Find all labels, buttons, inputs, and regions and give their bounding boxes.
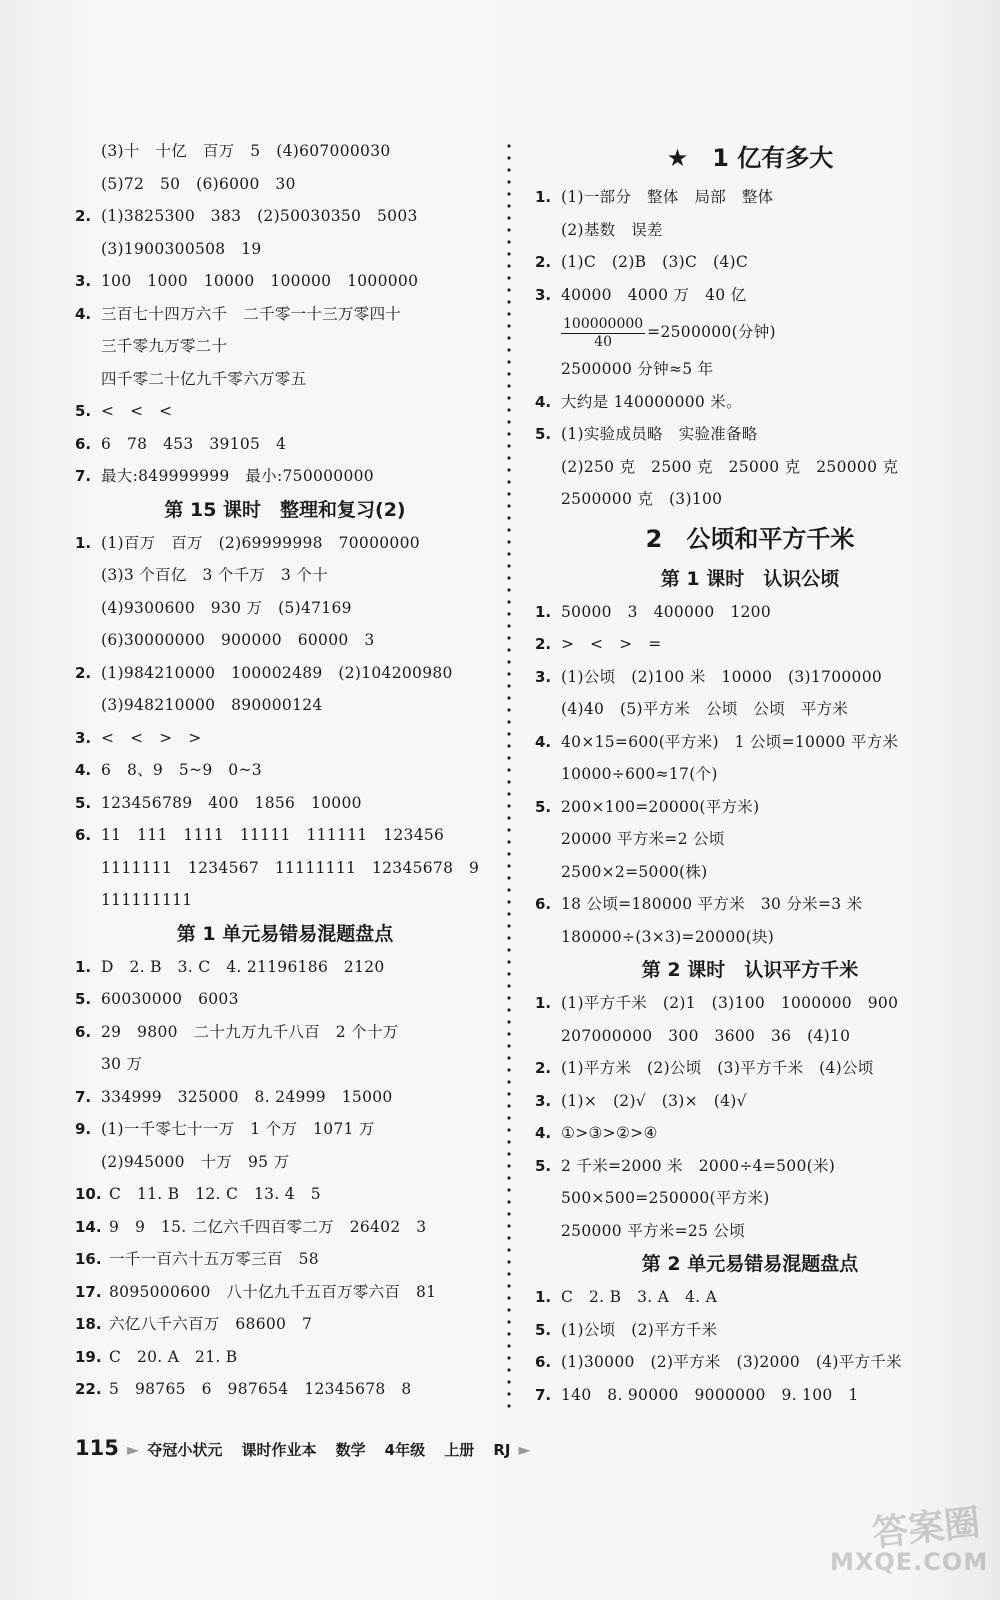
question-number: 14. [75, 1217, 102, 1236]
answer-text: (1)公顷 (2)100 米 10000 (3)1700000 [561, 667, 883, 686]
answer-line [535, 451, 965, 484]
column-divider [507, 140, 511, 1410]
question-number: 1. [535, 1288, 552, 1306]
question-number: 4. [535, 1124, 552, 1142]
answer-text: 30 万 [101, 1055, 143, 1073]
section-heading: 第 2 课时 认识平方千米 [641, 959, 859, 981]
answer-line [535, 758, 965, 791]
answer-line [535, 1346, 965, 1379]
answer-text: 180000÷(3×3)=20000(块) [561, 927, 775, 946]
arrow-icon: ► [126, 1440, 140, 1459]
answer-line [535, 311, 965, 353]
question-number: 3. [535, 667, 552, 686]
series-name: 夺冠小状元 [147, 1441, 223, 1459]
answer-text: 207000000 300 3600 36 (4)10 [561, 1026, 851, 1045]
answer-text: C 11. B 12. C 13. 4 5 [109, 1185, 321, 1203]
answer-text: =2500000(分钟) [647, 323, 776, 341]
arrow-icon: ► [518, 1440, 531, 1459]
answer-text: (1)一千零七十一万 1 个万 1071 万 [101, 1120, 375, 1138]
subject: 数学 [335, 1441, 366, 1459]
question-number: 2. [535, 253, 552, 271]
question-number: 3. [75, 272, 92, 290]
edition: RJ [493, 1441, 511, 1459]
question-number: 5. [535, 1156, 552, 1175]
answer-line [535, 214, 965, 247]
answer-line [75, 592, 495, 625]
book-name: 课时作业本 [241, 1441, 317, 1459]
section-heading: 第 1 课时 认识公顷 [660, 567, 840, 590]
answer-line [75, 852, 495, 885]
answer-line [75, 787, 495, 820]
question-number: 5. [75, 402, 92, 420]
answer-line [535, 1215, 965, 1248]
answer-text: 大约是 140000000 米。 [561, 392, 742, 411]
answer-line [75, 395, 495, 428]
answer-text: (3)948210000 890000124 [101, 696, 323, 714]
answer-line [75, 428, 495, 461]
answer-text: 最大:849999999 最小:750000000 [101, 467, 374, 485]
answer-text: 六亿八千六百万 68600 7 [109, 1315, 313, 1333]
question-number: 16. [75, 1250, 102, 1268]
answer-text: (1)百万 百万 (2)69999998 70000000 [101, 533, 420, 552]
question-number: 5. [75, 793, 92, 812]
answer-text: (6)30000000 900000 60000 3 [101, 631, 375, 649]
answer-line [535, 1182, 965, 1215]
answer-text: (3)十 十亿 百万 5 (4)607000030 [101, 142, 391, 160]
answer-text: (1)公顷 (2)平方千米 [561, 1320, 718, 1339]
question-number: 1. [535, 602, 552, 621]
answer-line [535, 693, 965, 726]
question-number: 7. [75, 1087, 92, 1106]
answer-text: 6 8、9 5~9 0~3 [101, 761, 262, 779]
answer-text: 8095000600 八十亿九千五百万零六百 81 [109, 1282, 437, 1301]
answer-line [535, 596, 965, 629]
answer-line [75, 1146, 495, 1179]
answer-line [75, 298, 495, 331]
answer-text: 123456789 400 1856 10000 [101, 793, 362, 812]
answer-text: (5)72 50 (6)6000 30 [101, 174, 296, 193]
question-number: 2. [535, 1059, 552, 1077]
answer-line [535, 628, 965, 661]
question-number: 3. [75, 728, 92, 747]
answer-text: 11 111 1111 11111 111111 123456 [101, 826, 445, 844]
unit-heading: 2 公顷和平方千米 [645, 524, 855, 553]
section-heading: 第 2 单元易错易混题盘点 [641, 1253, 859, 1275]
watermark-logo: 答案圈 [870, 1502, 983, 1555]
question-number: 1. [535, 188, 552, 206]
fraction-numerator: 100000000 [563, 315, 644, 332]
question-number: 18. [75, 1315, 102, 1333]
answer-line [535, 483, 965, 516]
answer-text: 334999 325000 8. 24999 15000 [101, 1087, 393, 1106]
answer-text: (1)× (2)√ (3)× (4)√ [561, 1091, 747, 1110]
answer-line [75, 135, 495, 168]
page-footer [75, 1430, 534, 1466]
answer-line [75, 233, 495, 266]
question-number: 3. [535, 1091, 552, 1110]
answer-text: C 2. B 3. A 4. A [561, 1288, 718, 1306]
question-number: 6. [75, 1022, 92, 1041]
question-number: 4. [535, 732, 552, 751]
answer-line [75, 1211, 495, 1244]
answer-line [75, 265, 495, 298]
answer-text: < < < [101, 402, 173, 420]
answer-line [75, 1113, 495, 1146]
answer-line [535, 418, 965, 451]
answer-text: 6 78 453 39105 4 [101, 434, 287, 453]
answer-text: (1)C (2)B (3)C (4)C [561, 253, 748, 271]
answer-text: 20000 平方米=2 公顷 [561, 830, 725, 848]
answer-line [75, 527, 495, 560]
answer-line [75, 1373, 495, 1406]
answer-line [75, 1048, 495, 1081]
question-number: 6. [75, 826, 92, 844]
answer-text: 10000÷600≈17(个) [561, 765, 718, 783]
answer-line [75, 460, 495, 493]
question-number: 7. [535, 1385, 552, 1404]
fraction-denominator: 40 [594, 333, 612, 350]
answer-text: 29 9800 二十九万九千八百 2 个十万 [101, 1022, 399, 1041]
answer-text: (3)1900300508 19 [101, 239, 262, 258]
answer-text: 一千一百六十五万零三百 58 [109, 1250, 319, 1268]
answer-text: 2500000 分钟≈5 年 [561, 360, 714, 378]
answer-text: 三百七十四万六千 二千零一十三万零四十 [101, 304, 402, 323]
answer-text: > < > = [561, 635, 662, 653]
answer-line [535, 987, 965, 1020]
answer-text: 50000 3 400000 1200 [561, 602, 771, 621]
answer-text: (1)一部分 整体 局部 整体 [561, 188, 774, 206]
answer-text: D 2. B 3. C 4. 21196186 2120 [101, 957, 385, 976]
question-number: 6. [75, 434, 92, 453]
section-heading: 第 1 单元易错易混题盘点 [176, 922, 394, 945]
answer-text: 四千零二十亿九千零六万零五 [101, 369, 307, 388]
volume: 上册 [444, 1441, 475, 1459]
answer-line [75, 1308, 495, 1341]
question-number: 1. [75, 957, 92, 976]
answer-text: 三千零九万零二十 [101, 337, 228, 355]
answer-text: (4)40 (5)平方米 公顷 公顷 平方米 [561, 700, 849, 718]
answer-line [75, 330, 495, 363]
right-column [535, 135, 965, 1411]
question-number: 5. [75, 990, 92, 1008]
section-heading: 第 15 课时 整理和复习(2) [164, 498, 406, 521]
answer-text: 2 千米=2000 米 2000÷4=500(米) [561, 1156, 836, 1175]
answer-text: 500×500=250000(平方米) [561, 1189, 770, 1207]
answer-text: 200×100=20000(平方米) [561, 797, 760, 816]
answer-line [75, 754, 495, 787]
answer-text: (1)平方米 (2)公顷 (3)平方千米 (4)公顷 [561, 1059, 874, 1077]
answer-line [75, 200, 495, 233]
answer-line [535, 1117, 965, 1150]
answer-line [75, 168, 495, 201]
answer-text: (1)平方千米 (2)1 (3)100 1000000 900 [561, 994, 899, 1012]
answer-text: (1)实验成员略 实验准备略 [561, 425, 758, 443]
answer-line [535, 1020, 965, 1053]
answer-text: 40×15=600(平方米) 1 公顷=10000 平方米 [561, 732, 899, 751]
answer-line [75, 624, 495, 657]
answer-text: (1)30000 (2)平方米 (3)2000 (4)平方千米 [561, 1353, 902, 1371]
answer-line [75, 722, 495, 755]
answer-line [535, 181, 965, 214]
question-number: 7. [75, 467, 92, 485]
answer-text: 140 8. 90000 9000000 9. 100 1 [561, 1385, 859, 1404]
answer-line [75, 884, 495, 917]
answer-line [75, 819, 495, 852]
answer-line [535, 279, 965, 312]
question-number: 6. [535, 895, 552, 913]
question-number: 22. [75, 1380, 102, 1398]
page-number: 115 [75, 1436, 119, 1460]
answer-text: < < > > [101, 728, 202, 747]
question-number: 6. [535, 1353, 552, 1371]
answer-text: 100 1000 10000 100000 1000000 [101, 272, 419, 290]
question-number: 5. [535, 1320, 552, 1339]
question-number: 4. [75, 304, 92, 323]
answer-line [535, 1150, 965, 1183]
answer-line [75, 1276, 495, 1309]
answer-line [535, 856, 965, 889]
answer-line [535, 1085, 965, 1118]
answer-text: (1)3825300 383 (2)50030350 5003 [101, 207, 418, 225]
answer-line [75, 1081, 495, 1114]
answer-line [75, 363, 495, 396]
question-number: 2. [75, 663, 92, 682]
fraction [561, 316, 645, 351]
answer-text: 9 9 15. 二亿六千四百零二万 26402 3 [109, 1217, 427, 1236]
answer-line [75, 1178, 495, 1211]
answer-text: 1111111 1234567 11111111 12345678 9 [101, 858, 480, 877]
left-column [75, 135, 495, 1406]
answer-text: 40000 4000 万 40 亿 [561, 285, 747, 304]
answer-line [535, 921, 965, 954]
answer-line [535, 888, 965, 921]
answer-line [535, 246, 965, 279]
answer-text: (4)9300600 930 万 (5)47169 [101, 598, 352, 617]
answer-line [75, 689, 495, 722]
question-number: 1. [75, 533, 92, 552]
question-number: 5. [535, 425, 552, 443]
answer-line [75, 983, 495, 1016]
answer-line [535, 1281, 965, 1314]
answer-line [535, 353, 965, 386]
answer-text: 111111111 [101, 891, 193, 909]
watermark-url: MXQE.COM [830, 1548, 989, 1576]
answer-text: 2500000 克 (3)100 [561, 490, 723, 508]
question-number: 3. [535, 285, 552, 304]
question-number: 2. [75, 207, 92, 225]
answer-text: C 20. A 21. B [109, 1347, 238, 1366]
answer-text: 60030000 6003 [101, 990, 239, 1008]
answer-text: 2500×2=5000(株) [561, 862, 708, 881]
answer-text: (2)945000 十万 95 万 [101, 1152, 290, 1171]
answer-text: 18 公顷=180000 平方米 30 分米=3 米 [561, 895, 863, 913]
answer-line [75, 1016, 495, 1049]
question-number: 1. [535, 994, 552, 1012]
answer-line [535, 386, 965, 419]
question-number: 17. [75, 1282, 102, 1301]
grade: 4年级 [384, 1441, 426, 1459]
answer-line [75, 559, 495, 592]
answer-line [535, 1052, 965, 1085]
question-number: 4. [535, 392, 552, 411]
question-number: 10. [75, 1185, 102, 1203]
question-number: 19. [75, 1347, 102, 1366]
answer-line [535, 1379, 965, 1412]
question-number: 5. [535, 797, 552, 816]
unit-heading: ★ 1 亿有多大 [666, 144, 834, 172]
answer-line [535, 791, 965, 824]
answer-text: (2)基数 误差 [561, 220, 663, 239]
answer-text: ①>③>②>④ [561, 1124, 658, 1142]
answer-text: 5 98765 6 987654 12345678 8 [109, 1380, 412, 1398]
question-number: 4. [75, 761, 92, 779]
answer-line [535, 1314, 965, 1347]
answer-text: (3)3 个百亿 3 个千万 3 个十 [101, 566, 329, 584]
question-number: 2. [535, 635, 552, 653]
answer-line [75, 1243, 495, 1276]
answer-line [535, 661, 965, 694]
answer-line [535, 726, 965, 759]
answer-line [75, 951, 495, 984]
question-number: 9. [75, 1120, 92, 1138]
answer-text: (2)250 克 2500 克 25000 克 250000 克 [561, 457, 899, 476]
answer-line [75, 657, 495, 690]
answer-line [535, 823, 965, 856]
answer-line [75, 1341, 495, 1374]
answer-text: 250000 平方米=25 公顷 [561, 1221, 746, 1240]
answer-text: (1)984210000 100002489 (2)104200980 [101, 663, 453, 682]
